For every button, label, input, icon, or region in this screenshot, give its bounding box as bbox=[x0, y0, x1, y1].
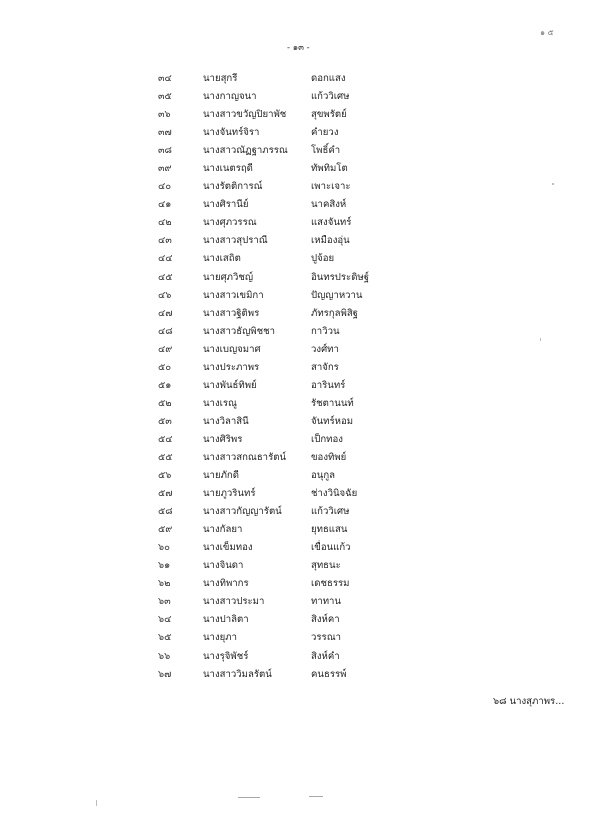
last-name: ช่างวินิจฉัย bbox=[311, 488, 358, 500]
first-name: นางสาววิมลรัตน์ bbox=[203, 668, 272, 680]
scan-smudge bbox=[238, 797, 260, 798]
last-name: ทัพทิมโต bbox=[311, 163, 348, 175]
last-name: เป็กทอง bbox=[311, 433, 343, 445]
first-name: นางสาวเขมิกา bbox=[203, 289, 264, 301]
row-number: ๕๓ bbox=[158, 415, 172, 427]
list-row bbox=[0, 666, 601, 684]
first-name: นางทิพากร bbox=[203, 578, 249, 590]
last-name: อารินทร์ bbox=[311, 379, 346, 391]
page-number: - ๑๓ - bbox=[287, 43, 310, 53]
first-name: นางศิริพร bbox=[203, 433, 243, 445]
last-name: แก้ววิเศษ bbox=[311, 91, 350, 103]
last-name: แสงจันทร์ bbox=[311, 217, 352, 229]
list-row bbox=[0, 629, 601, 647]
last-name: จันทร์หอม bbox=[311, 415, 354, 427]
last-name: ดอกแสง bbox=[311, 73, 346, 84]
row-number: ๔๘ bbox=[158, 325, 173, 337]
row-number: ๖๓ bbox=[158, 596, 171, 608]
first-name: นางสาวธัญพิชชา bbox=[203, 325, 276, 337]
last-name: กาวิวน bbox=[311, 325, 340, 337]
last-name: สาจักร bbox=[311, 361, 339, 373]
list-row bbox=[0, 88, 601, 106]
first-name: นางกาญจนา bbox=[203, 91, 257, 103]
first-name: นางศิรานีย์ bbox=[203, 199, 249, 211]
list-row bbox=[0, 377, 601, 395]
last-name: เขื่อนแก้ว bbox=[311, 542, 351, 554]
row-number: ๖๑ bbox=[158, 560, 171, 572]
row-number: ๕๙ bbox=[158, 524, 173, 536]
row-number: ๔๓ bbox=[158, 235, 172, 247]
row-number: ๓๔ bbox=[158, 73, 172, 84]
first-name: นางพันธ์ทิพย์ bbox=[203, 379, 257, 391]
row-number: ๕๘ bbox=[158, 506, 173, 518]
first-name: นางปาลิตา bbox=[203, 614, 249, 626]
list-row bbox=[0, 593, 601, 611]
row-number: ๔๒ bbox=[158, 217, 172, 229]
last-name: นาคสิงห์ bbox=[311, 199, 347, 211]
list-row bbox=[0, 232, 601, 250]
row-number: ๕๔ bbox=[158, 433, 173, 445]
list-row bbox=[0, 250, 601, 268]
last-name: คำยวง bbox=[311, 127, 339, 139]
row-number: ๔๔ bbox=[158, 253, 173, 265]
list-row bbox=[0, 142, 601, 160]
list-row bbox=[0, 648, 601, 666]
first-name: นางสาวสกณธารัตน์ bbox=[203, 451, 287, 463]
row-number: ๔๕ bbox=[158, 271, 173, 283]
list-row bbox=[0, 287, 601, 305]
list-row bbox=[0, 178, 601, 196]
last-name: ปัญญาหวาน bbox=[311, 289, 363, 301]
last-name: เพาะเจาะ bbox=[311, 181, 351, 193]
first-name: นายภักดี bbox=[203, 470, 239, 482]
last-name: วงศ์ทา bbox=[311, 343, 339, 355]
list-row bbox=[0, 431, 601, 449]
first-name: นางเรณู bbox=[203, 397, 237, 409]
row-number: ๓๙ bbox=[158, 163, 172, 175]
first-name: นางรุจิพัชร์ bbox=[203, 650, 249, 662]
row-number: ๓๕ bbox=[158, 91, 172, 103]
list-row bbox=[0, 305, 601, 323]
first-name: นางเบญจมาศ bbox=[203, 343, 261, 355]
last-name: ยุทธแสน bbox=[311, 524, 348, 536]
row-number: ๕๗ bbox=[158, 488, 173, 500]
list-row bbox=[0, 557, 601, 575]
row-number: ๔๗ bbox=[158, 307, 173, 319]
row-number: ๓๖ bbox=[158, 109, 171, 121]
scan-speck bbox=[96, 800, 97, 806]
first-name: นางเข็มทอง bbox=[203, 542, 253, 554]
list-row bbox=[0, 124, 601, 142]
last-name: ภัทรกุลพิสิฐ bbox=[311, 307, 358, 319]
corner-mark: ๑ ๕ bbox=[540, 28, 554, 37]
last-name: วรรณา bbox=[311, 632, 341, 644]
row-number: ๖๕ bbox=[158, 632, 172, 644]
row-number: ๔๖ bbox=[158, 289, 172, 301]
list-row bbox=[0, 323, 601, 341]
row-number: ๖๐ bbox=[158, 542, 170, 554]
list-row bbox=[0, 413, 601, 431]
row-number: ๔๐ bbox=[158, 181, 172, 193]
list-row bbox=[0, 196, 601, 214]
scan-speck bbox=[552, 183, 554, 185]
scan-smudge bbox=[309, 796, 323, 797]
last-name: สุขพรัตย์ bbox=[311, 109, 347, 121]
row-number: ๖๗ bbox=[158, 668, 172, 680]
row-number: ๖๒ bbox=[158, 578, 171, 590]
list-row bbox=[0, 503, 601, 521]
first-name: นางประภาพร bbox=[203, 361, 260, 373]
first-name: นางยุภา bbox=[203, 632, 237, 644]
name-list bbox=[0, 70, 601, 684]
list-row bbox=[0, 70, 601, 88]
row-number: ๔๙ bbox=[158, 343, 173, 355]
first-name: นางเนตรฤดี bbox=[203, 163, 253, 175]
first-name: นางวิลาสินี bbox=[203, 415, 249, 427]
row-number: ๓๗ bbox=[158, 127, 172, 139]
first-name: นางสาวขวัญปิยาพัช bbox=[203, 109, 287, 121]
row-number: ๖๔ bbox=[158, 614, 172, 626]
first-name: นางสาวกัญญารัตน์ bbox=[203, 506, 282, 518]
last-name: อินทรประดิษฐ์ bbox=[311, 271, 370, 283]
first-name: นางเสถิต bbox=[203, 253, 241, 265]
row-number: ๖๖ bbox=[158, 650, 171, 662]
first-name: นางสาวประมา bbox=[203, 596, 265, 608]
list-row bbox=[0, 269, 601, 287]
last-name: สิงห์คา bbox=[311, 614, 340, 626]
first-name: นางสาวณัฏฐาภรรณ bbox=[203, 145, 288, 157]
list-row bbox=[0, 467, 601, 485]
row-number: ๕๒ bbox=[158, 397, 172, 409]
first-name: นางสาวฐิติพร bbox=[203, 307, 260, 319]
list-row bbox=[0, 359, 601, 377]
list-row bbox=[0, 485, 601, 503]
first-name: นางจันทร์จิรา bbox=[203, 127, 260, 139]
row-number: ๓๘ bbox=[158, 145, 172, 157]
last-name: แก้ววิเศษ bbox=[311, 506, 350, 518]
list-row bbox=[0, 341, 601, 359]
first-name: นางศุภวรรณ bbox=[203, 217, 257, 229]
last-name: สิงห์คำ bbox=[311, 650, 340, 662]
row-number: ๕๕ bbox=[158, 451, 173, 463]
row-number: ๕๐ bbox=[158, 361, 172, 373]
last-name: เหมืองอุ่น bbox=[311, 235, 350, 247]
first-name: นายสุกรี bbox=[203, 73, 238, 84]
continuation-text: ๖๘ นางสุภาพร... bbox=[493, 696, 565, 707]
first-name: นางสาวสุปราณี bbox=[203, 235, 268, 247]
list-row bbox=[0, 521, 601, 539]
row-number: ๔๑ bbox=[158, 199, 172, 211]
list-row bbox=[0, 611, 601, 629]
last-name: ทาทาน bbox=[311, 596, 341, 608]
first-name: นางรัตติการณ์ bbox=[203, 181, 263, 193]
list-row bbox=[0, 539, 601, 557]
last-name: คนธรรพ์ bbox=[311, 668, 347, 680]
list-row bbox=[0, 395, 601, 413]
list-row bbox=[0, 575, 601, 593]
first-name: นายภูวรินทร์ bbox=[203, 488, 256, 500]
last-name: ของทิพย์ bbox=[311, 451, 347, 463]
row-number: ๕๖ bbox=[158, 470, 172, 482]
scan-speck bbox=[540, 338, 541, 341]
first-name: นายศุภวิชญ์ bbox=[203, 271, 254, 283]
first-name: นางจินดา bbox=[203, 560, 244, 572]
row-number: ๕๑ bbox=[158, 379, 172, 391]
last-name: อนุกูล bbox=[311, 470, 336, 482]
last-name: ปูจ้อย bbox=[311, 253, 335, 265]
last-name: โพธิ์คำ bbox=[311, 145, 341, 157]
list-row bbox=[0, 214, 601, 232]
last-name: เดชธรรม bbox=[311, 578, 350, 590]
list-row bbox=[0, 106, 601, 124]
list-row bbox=[0, 449, 601, 467]
list-row bbox=[0, 160, 601, 178]
first-name: นางกัลยา bbox=[203, 524, 243, 536]
last-name: รัชตานนท์ bbox=[311, 397, 354, 409]
last-name: สุทธนะ bbox=[311, 560, 341, 572]
